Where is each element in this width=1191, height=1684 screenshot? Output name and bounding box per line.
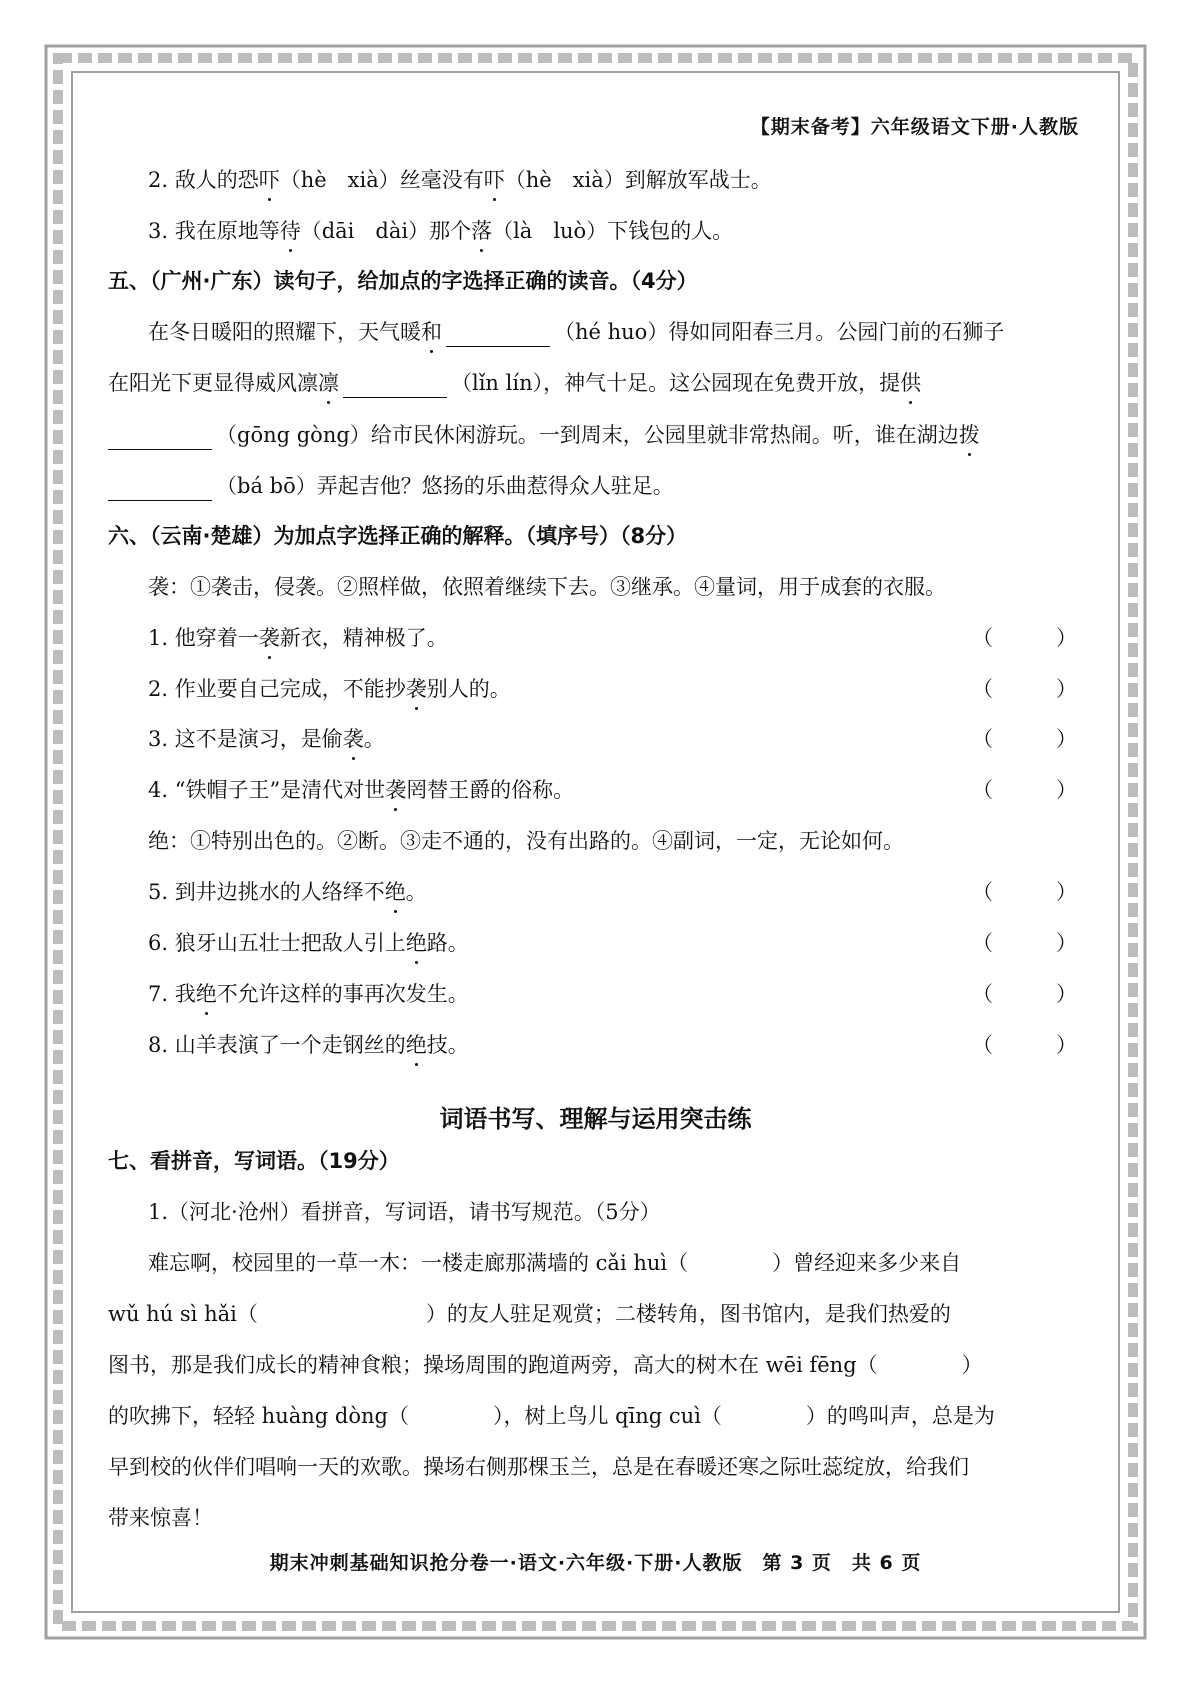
question-item: 6. 狼牙山五壮士把敌人引上绝路。 <box>148 928 469 958</box>
question-item: 7. 我绝不允许这样的事再次发生。 <box>148 979 469 1009</box>
sec7-q1: 1.（河北·沧州）看拼音，写词语，请书写规范。（5分） <box>148 1200 661 1224</box>
sec7-para-line: 的吹拂下，轻轻 huàng dòng（ ），树上鸟儿 qīng cuì（ ）的鸣叫声，总是为 <box>108 1404 995 1428</box>
sec7-para-line: 图书，那是我们成长的精神食粮；操场周围的跑道两旁，高大的树木在 wēi fēng（ ） <box>108 1353 983 1377</box>
answer-blank[interactable] <box>446 324 550 347</box>
question-item: 2. 作业要自己完成，不能抄袭别人的。 <box>148 674 511 704</box>
sec5-line4: （bá bō）弄起吉他？悠扬的乐曲惹得众人驻足。 <box>108 471 674 501</box>
answer-paren[interactable]: （ ） <box>972 880 1077 904</box>
page-footer: 期末冲刺基础知识抢分卷一·语文·六年级·下册·人教版 第 3 页 共 6 页 <box>269 1552 922 1574</box>
answer-paren[interactable]: （ ） <box>972 931 1077 955</box>
answer-blank[interactable] <box>343 375 447 398</box>
answer-blank[interactable] <box>108 478 212 501</box>
sec7-para-line: 难忘啊，校园里的一草一木：一楼走廊那满墙的 cǎi huì（ ）曾经迎来多少来自 <box>148 1251 962 1275</box>
sec5-line1: 在冬日暖阳的照耀下，天气暖和 （hé huo）得如同阳春三月。公园门前的石狮子 <box>148 317 1004 347</box>
answer-paren[interactable]: （ ） <box>972 982 1077 1006</box>
definition-jue: 绝：①特别出色的。②断。③走不通的，没有出路的。④副词，一定，无论如何。 <box>148 829 904 853</box>
question-item: 5. 到井边挑水的人络绎不绝。 <box>148 877 427 907</box>
question-item: 1. 他穿着一袭新衣，精神极了。 <box>148 623 448 653</box>
sec6-title: 六、（云南·楚雄）为加点字选择正确的解释。（填序号）（8分） <box>108 524 688 548</box>
definition-xi: 袭：①袭击，侵袭。②照样做，依照着继续下去。③继承。④量词，用于成套的衣服。 <box>148 575 946 599</box>
answer-paren[interactable]: （ ） <box>972 1033 1077 1057</box>
sec7-para-line: 带来惊喜！ <box>108 1506 213 1530</box>
answer-paren[interactable]: （ ） <box>972 626 1077 650</box>
answer-paren[interactable]: （ ） <box>972 778 1077 802</box>
sec7-title: 七、看拼音，写词语。（19分） <box>108 1149 400 1173</box>
question-item: 4. “铁帽子王”是清代对世袭罔替王爵的俗称。 <box>148 775 574 805</box>
question-item: 3. 这不是演习，是偷袭。 <box>148 724 385 754</box>
sec4-q3: 3. 我在原地等待（dāi dài）那个落（là luò）下钱包的人。 <box>148 216 733 246</box>
sec4-q2: 2. 敌人的恐吓（hè xià）丝毫没有吓（hè xià）到解放军战士。 <box>148 165 772 195</box>
section-heading: 词语书写、理解与运用突击练 <box>439 1105 752 1133</box>
sec5-title: 五、（广州·广东）读句子，给加点的字选择正确的读音。（4分） <box>108 269 698 293</box>
answer-blank[interactable] <box>108 427 212 450</box>
question-item: 8. 山羊表演了一个走钢丝的绝技。 <box>148 1030 469 1060</box>
sec5-line3: （gōng gòng）给市民休闲游玩。一到周末，公园里就非常热闹。听，谁在湖边拨 <box>108 420 980 450</box>
page-header: 【期末备考】六年级语文下册·人教版 <box>750 116 1079 138</box>
sec7-para-line: wǔ hú sì hǎi（ ）的友人驻足观赏；二楼转角，图书馆内，是我们热爱的 <box>108 1302 951 1326</box>
answer-paren[interactable]: （ ） <box>972 677 1077 701</box>
sec5-line2: 在阳光下更显得威风凛凛 （lǐn lín），神气十足。这公园现在免费开放，提供 <box>108 368 921 398</box>
sec7-para-line: 早到校的伙伴们唱响一天的欢歌。操场右侧那棵玉兰，总是在春暖还寒之际吐蕊绽放，给我们 <box>108 1455 969 1479</box>
answer-paren[interactable]: （ ） <box>972 727 1077 751</box>
